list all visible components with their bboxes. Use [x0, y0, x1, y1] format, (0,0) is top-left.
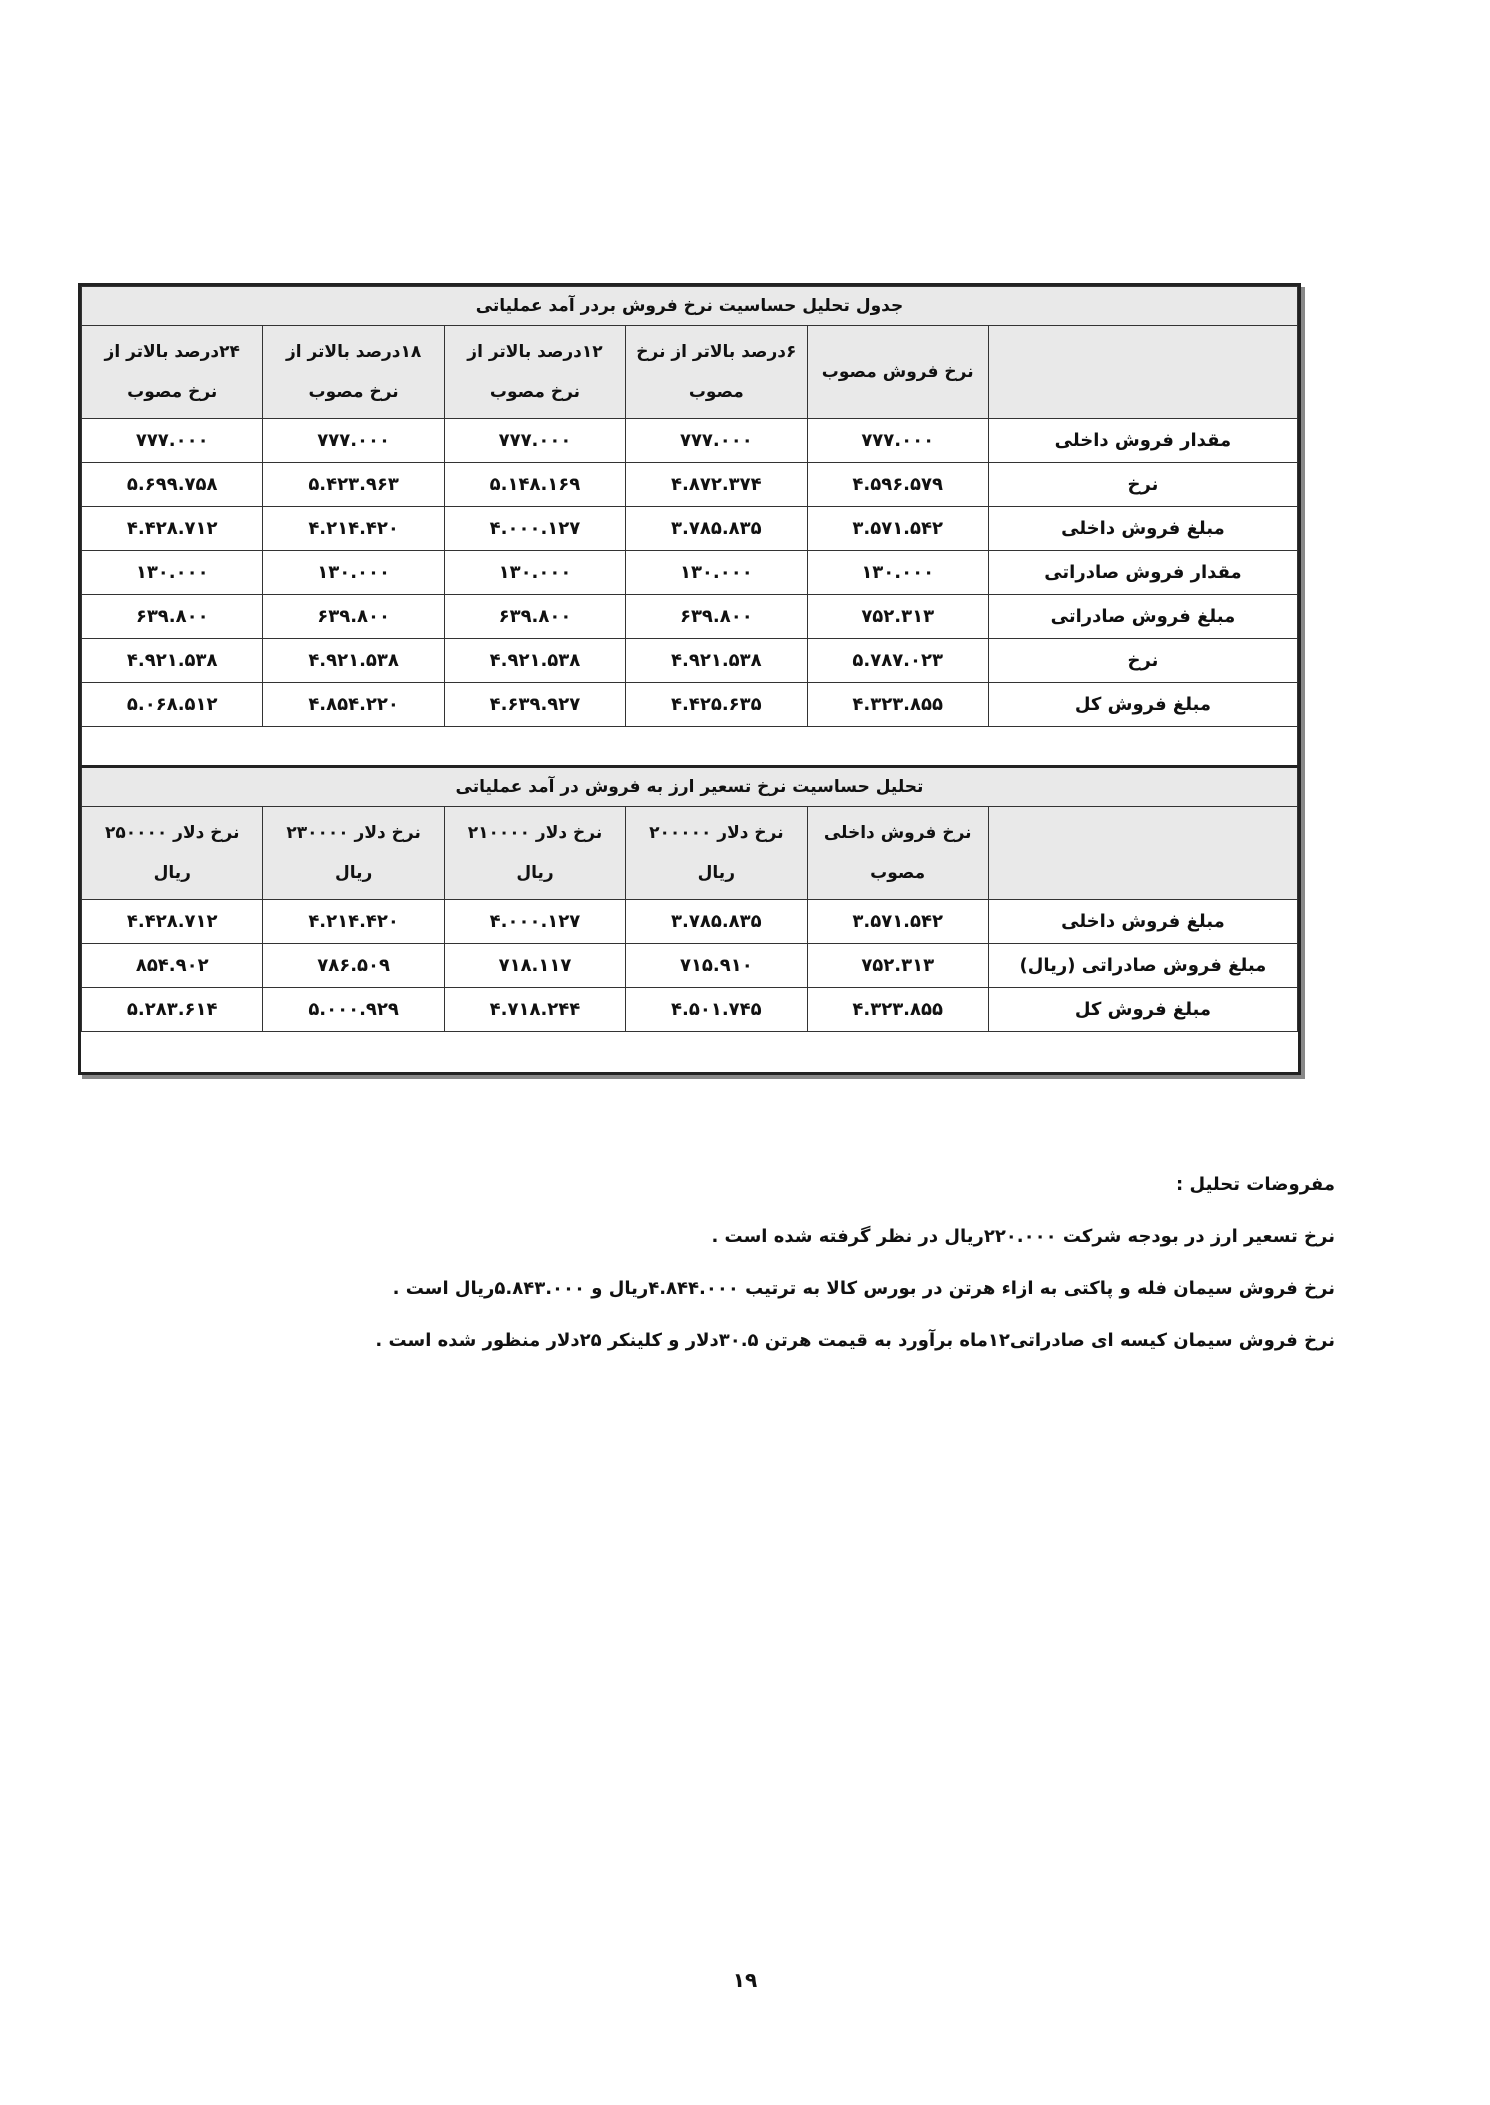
table-row: [82, 900, 1298, 944]
table2-header-cell: نرخ دلار ۲۳۰۰۰۰ ریال: [263, 807, 444, 900]
value-cell: ۴.۰۰۰.۱۲۷: [444, 507, 625, 551]
value-cell: ۸۵۴.۹۰۲: [82, 944, 263, 988]
value-cell: ۵.۴۲۳.۹۶۳: [263, 463, 444, 507]
value-cell: ۵.۰۶۸.۵۱۲: [82, 683, 263, 727]
row-label: مقدار فروش صادراتی: [988, 551, 1297, 595]
value-cell: ۴.۴۲۵.۶۳۵: [626, 683, 807, 727]
table1-corner-cell: [988, 326, 1297, 419]
value-cell: ۷۷۷.۰۰۰: [82, 419, 263, 463]
value-cell: ۱۳۰.۰۰۰: [82, 551, 263, 595]
table-row: [82, 639, 1298, 683]
sensitivity-tables: [78, 283, 1301, 1075]
value-cell: ۴.۵۰۱.۷۴۵: [626, 988, 807, 1032]
value-cell: ۷۱۵.۹۱۰: [626, 944, 807, 988]
value-cell: ۳.۷۸۵.۸۳۵: [626, 507, 807, 551]
assumptions-heading: مفروضات تحلیل :: [1176, 1174, 1335, 1195]
value-cell: ۶۳۹.۸۰۰: [263, 595, 444, 639]
value-cell: ۴.۴۲۸.۷۱۲: [82, 900, 263, 944]
table2-title: تحلیل حساسیت نرخ تسعیر ارز به فروش در آمد عملیاتی: [82, 767, 1298, 807]
value-cell: ۴.۹۲۱.۵۳۸: [444, 639, 625, 683]
value-cell: ۱۳۰.۰۰۰: [626, 551, 807, 595]
table-row: [82, 595, 1298, 639]
value-cell: ۱۳۰.۰۰۰: [444, 551, 625, 595]
table2-header-cell: نرخ فروش داخلی مصوب: [807, 807, 988, 900]
table1-header-cell: ۱۸درصد بالاتر از نرخ مصوب: [263, 326, 444, 419]
row-label: نرخ: [988, 639, 1297, 683]
value-cell: ۴.۹۲۱.۵۳۸: [82, 639, 263, 683]
value-cell: ۴.۹۲۱.۵۳۸: [263, 639, 444, 683]
row-label: مقدار فروش داخلی: [988, 419, 1297, 463]
row-label: مبلغ فروش صادراتی (ریال): [988, 944, 1297, 988]
table-row: [82, 551, 1298, 595]
table2-header-cell: نرخ دلار ۲۱۰۰۰۰ ریال: [444, 807, 625, 900]
table1-title: جدول تحلیل حساسیت نرخ فروش بردر آمد عملیاتی: [82, 287, 1298, 326]
value-cell: ۴.۲۱۴.۴۲۰: [263, 900, 444, 944]
assumption-line: نرخ تسعیر ارز در بودجه شرکت ۲۲۰.۰۰۰ریال در نظر گرفته شده است .: [711, 1226, 1335, 1247]
table-row: [82, 507, 1298, 551]
table-row: [82, 419, 1298, 463]
value-cell: ۶۳۹.۸۰۰: [626, 595, 807, 639]
value-cell: ۴.۸۷۲.۳۷۴: [626, 463, 807, 507]
value-cell: ۷۷۷.۰۰۰: [807, 419, 988, 463]
table-row: [82, 683, 1298, 727]
value-cell: ۷۷۷.۰۰۰: [263, 419, 444, 463]
row-label: نرخ: [988, 463, 1297, 507]
value-cell: ۴.۳۲۳.۸۵۵: [807, 683, 988, 727]
value-cell: ۵.۱۴۸.۱۶۹: [444, 463, 625, 507]
value-cell: ۵.۲۸۳.۶۱۴: [82, 988, 263, 1032]
value-cell: ۴.۴۲۸.۷۱۲: [82, 507, 263, 551]
value-cell: ۵.۷۸۷.۰۲۳: [807, 639, 988, 683]
value-cell: ۱۳۰.۰۰۰: [807, 551, 988, 595]
table-row: [82, 988, 1298, 1032]
value-cell: ۱۳۰.۰۰۰: [263, 551, 444, 595]
table1-header-cell: ۶درصد بالاتر از نرخ مصوب: [626, 326, 807, 419]
value-cell: ۶۳۹.۸۰۰: [444, 595, 625, 639]
table2-corner-cell: [988, 807, 1297, 900]
row-label: مبلغ فروش صادراتی: [988, 595, 1297, 639]
value-cell: ۴.۵۹۶.۵۷۹: [807, 463, 988, 507]
value-cell: ۵.۰۰۰.۹۲۹: [263, 988, 444, 1032]
row-label: مبلغ فروش کل: [988, 988, 1297, 1032]
assumption-line: نرخ فروش سیمان کیسه ای صادراتی۱۲ماه برآورد به قیمت هرتن ۳۰.۵دلار و کلینکر ۲۵دلار منظور شده است .: [375, 1330, 1335, 1351]
row-label: مبلغ فروش کل: [988, 683, 1297, 727]
value-cell: ۴.۲۱۴.۴۲۰: [263, 507, 444, 551]
value-cell: ۴.۸۵۴.۲۲۰: [263, 683, 444, 727]
row-label: مبلغ فروش داخلی: [988, 900, 1297, 944]
value-cell: ۷۷۷.۰۰۰: [444, 419, 625, 463]
value-cell: ۴.۷۱۸.۲۴۴: [444, 988, 625, 1032]
value-cell: ۳.۵۷۱.۵۴۲: [807, 507, 988, 551]
table1-header-cell: ۲۴درصد بالاتر از نرخ مصوب: [82, 326, 263, 419]
value-cell: ۷۱۸.۱۱۷: [444, 944, 625, 988]
table2-header-cell: نرخ دلار ۲۰۰۰۰۰ ریال: [626, 807, 807, 900]
sales-rate-sensitivity-table: [81, 286, 1298, 1032]
table2-header-cell: نرخ دلار ۲۵۰۰۰۰ ریال: [82, 807, 263, 900]
value-cell: ۴.۳۲۳.۸۵۵: [807, 988, 988, 1032]
page-number: ۱۹: [732, 1968, 758, 1992]
table-row: [82, 463, 1298, 507]
value-cell: ۷۸۶.۵۰۹: [263, 944, 444, 988]
table1-header-cell: نرخ فروش مصوب: [807, 326, 988, 419]
value-cell: ۵.۶۹۹.۷۵۸: [82, 463, 263, 507]
value-cell: ۷۵۲.۳۱۳: [807, 595, 988, 639]
table-row: [82, 944, 1298, 988]
assumption-line: نرخ فروش سیمان فله و پاکتی به ازاء هرتن در بورس کالا به ترتیب ۴.۸۴۴.۰۰۰ریال و ۵.۸۴۳.۰۰۰ریال است .: [392, 1278, 1335, 1299]
table-spacer: [82, 727, 1298, 767]
value-cell: ۴.۹۲۱.۵۳۸: [626, 639, 807, 683]
analysis-assumptions: [135, 1170, 1335, 1378]
table1-header-cell: ۱۲درصد بالاتر از نرخ مصوب: [444, 326, 625, 419]
value-cell: ۳.۷۸۵.۸۳۵: [626, 900, 807, 944]
value-cell: ۷۷۷.۰۰۰: [626, 419, 807, 463]
value-cell: ۴.۰۰۰.۱۲۷: [444, 900, 625, 944]
row-label: مبلغ فروش داخلی: [988, 507, 1297, 551]
value-cell: ۷۵۲.۳۱۳: [807, 944, 988, 988]
value-cell: ۴.۶۳۹.۹۲۷: [444, 683, 625, 727]
value-cell: ۳.۵۷۱.۵۴۲: [807, 900, 988, 944]
value-cell: ۶۳۹.۸۰۰: [82, 595, 263, 639]
